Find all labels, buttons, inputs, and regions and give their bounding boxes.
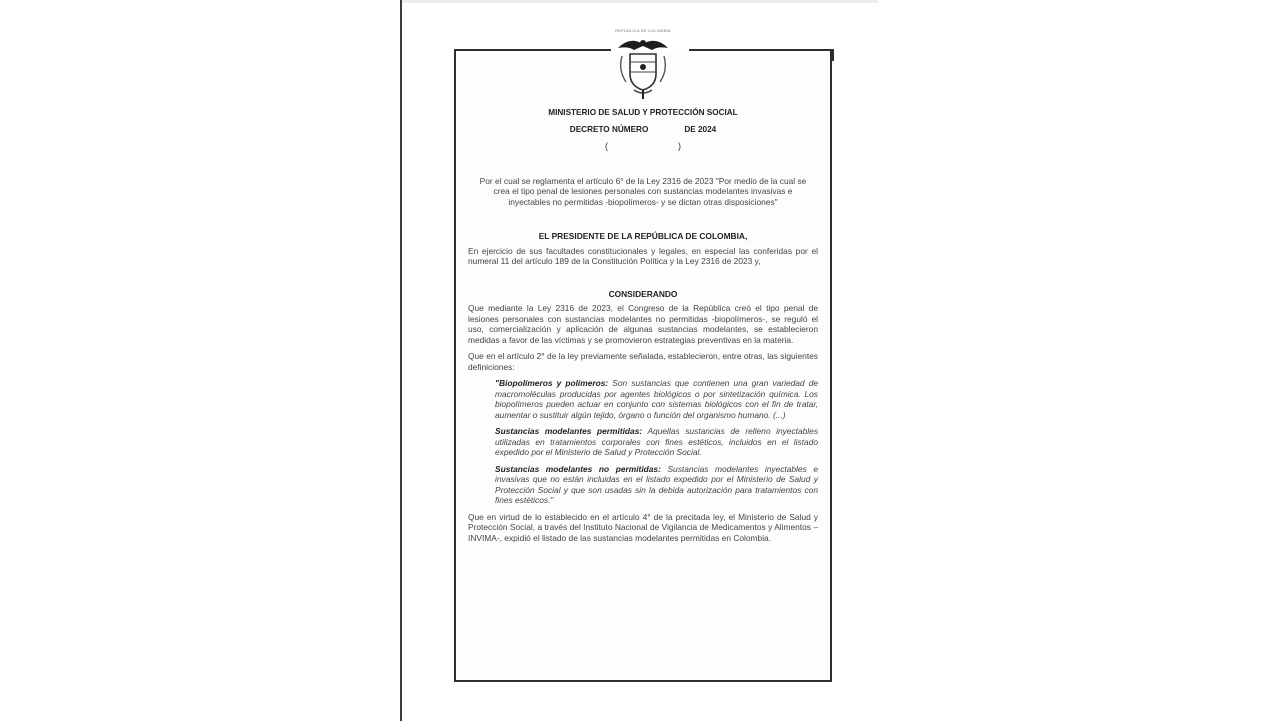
frame-right-corner [832, 49, 834, 61]
considering-paragraph-3: Que en virtud de lo establecido en el artículo 4° de la precitada ley, el Ministerio de Salud y Protección Social, a través del Instituto Nacional de Vigilancia de Medicamentos y Alimentos –INVIMA-, expidió el listado de las sustancias modelantes permitidas en Colombia. [468, 511, 818, 543]
considering-heading: CONSIDERANDO [608, 288, 678, 299]
colombia-coat-of-arms-icon [612, 34, 674, 100]
decree-date-placeholder [468, 141, 818, 152]
frame-top-right-line [689, 49, 834, 51]
definition-text: Sustancias modelantes inyectables e invasivas que no están incluidas en el listado expedido por el Ministerio de Salud y Protección Social y que son usadas sin la debida autorización para tratamientos con fines estéticos." [495, 463, 818, 505]
paren-open: ( [605, 141, 608, 151]
decree-number-line [468, 125, 818, 136]
decree-label: DECRETO NÚMERO [569, 124, 649, 134]
definition-term: "Biopolímeros y polímeros: [495, 378, 609, 388]
decree-summary: Por el cual se reglamenta el artículo 6° de la Ley 2316 de 2023 "Por medio de la cual se crea el tipo penal de lesiones personales con sustancias modelantes invasivas e inyectables no permitidas -biopolímeros- y se dictan otras disposiciones" [479, 175, 807, 207]
definition-term: Sustancias modelantes permitidas: [495, 426, 643, 436]
viewer-left-border [400, 0, 402, 721]
viewer-top-strip [402, 0, 878, 3]
definition-text: Aquellas sustancias de relleno inyectables utilizadas en tratamientos corporales con fines estéticos, incluidos en el listado expedido por el Ministerio de Salud y Protección Social. [495, 426, 819, 457]
coat-caption: REPÚBLICA DE COLOMBIA [615, 28, 671, 33]
considering-paragraph-1: Que mediante la Ley 2316 de 2023, el Congreso de la República creó el tipo penal de lesiones personales con sustancias modelantes no permitidas -biopolímeros-, se reguló el uso, comercialización y aplicación de algunas sustancias modelantes, se establecieron medidas a favor de las víctimas y se promovieron estrategias preventivas en la materia. [468, 303, 818, 345]
definition-text: Son sustancias que contienen una gran variedad de macromoléculas producidas por agentes biológicos o por sintetización química. Los biopolímeros pueden actuar en conjunto con sistemas biológicos con el fin de tratar, aumentar o sustituir algún tejido, órgano o función del organismo humano. (...) [495, 378, 819, 420]
definition-term: Sustancias modelantes no permitidas: [495, 463, 661, 474]
definition-non-permitted-substances [495, 464, 818, 506]
preamble-paragraph: En ejercicio de sus facultades constitucionales y legales, en especial las conferidas por el numeral 11 del artículo 189 de la Constitución Política y la Ley 2316 de 2023 y, [468, 245, 818, 266]
definition-biopolymers [495, 378, 818, 420]
considering-paragraph-2: Que en el artículo 2° de la ley previamente señalada, establecieron, entre otras, las siguientes definiciones: [468, 351, 818, 372]
president-heading: EL PRESIDENTE DE LA REPÚBLICA DE COLOMBIA, [538, 231, 748, 241]
coat-of-arms [608, 28, 678, 102]
decree-year: DE 2024 [684, 124, 717, 134]
ministry-heading: MINISTERIO DE SALUD Y PROTECCIÓN SOCIAL [548, 108, 738, 117]
frame-top-left-line [454, 49, 611, 51]
definition-permitted-substances [495, 426, 818, 458]
document-content [468, 108, 818, 549]
paren-close: ) [678, 141, 681, 151]
